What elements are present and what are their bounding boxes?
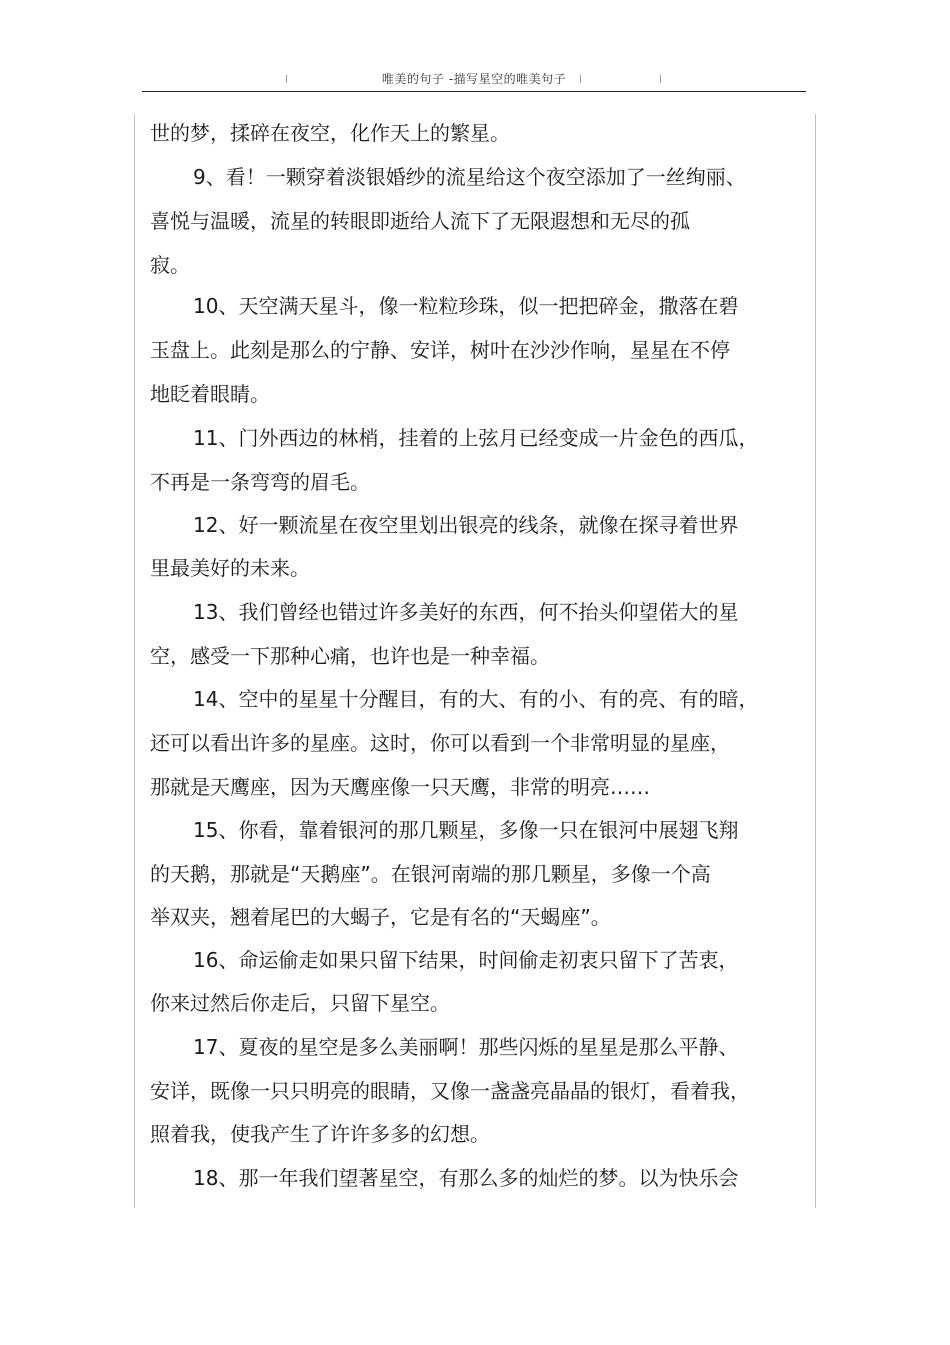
- left-margin-rule: [134, 114, 135, 1208]
- text-line: 里最美好的未来。: [150, 556, 310, 580]
- text-line: 你来过然后你走后，只留下星空。: [150, 991, 450, 1015]
- right-margin-rule: [815, 114, 816, 1208]
- text-line: 那就是天鹰座，因为天鹰座像一只天鹰，非常的明亮……: [150, 775, 650, 799]
- text-line: 世的梦，揉碎在夜空，化作天上的繁星。: [150, 121, 510, 145]
- text-line: 还可以看出许多的星座。这时，你可以看到一个非常明显的星座，: [150, 731, 730, 755]
- text-line: 17、夏夜的星空是多么美丽啊！那些闪烁的星星是那么平静、: [193, 1035, 739, 1059]
- text-line: 地眨着眼睛。: [150, 382, 270, 406]
- text-line: 安详，既像一只只明亮的眼睛，又像一盏盏亮晶晶的银灯，看着我，: [150, 1079, 750, 1103]
- text-line: 15、你看，靠着银河的那几颗星，多像一只在银河中展翅飞翔: [193, 818, 739, 842]
- text-line: 9、看！一颗穿着淡银婚纱的流星给这个夜空添加了一丝绚丽、: [193, 165, 746, 189]
- text-line: 12、好一颗流星在夜空里划出银亮的线条，就像在探寻着世界: [193, 513, 739, 537]
- text-line: 空，感受一下那种心痛，也许也是一种幸福。: [150, 644, 550, 668]
- text-line: 寂。: [150, 253, 190, 277]
- text-line: 不再是一条弯弯的眉毛。: [150, 470, 370, 494]
- text-line: 举双夹，翘着尾巴的大蝎子，它是有名的“天蝎座”。: [150, 905, 611, 929]
- header-title: 唯美的句子 -描写星空的唯美句子: [381, 72, 567, 86]
- text-line: 14、空中的星星十分醒目，有的大、有的小、有的亮、有的暗，: [193, 687, 759, 711]
- text-line: 11、门外西边的林梢，挂着的上弦月已经变成一片金色的西瓜，: [193, 426, 759, 450]
- text-line: 16、命运偷走如果只留下结果，时间偷走初衷只留下了苦衷，: [193, 948, 739, 972]
- text-line: 13、我们曾经也错过许多美好的东西，何不抬头仰望偌大的星: [193, 600, 739, 624]
- header-rule: [142, 91, 806, 92]
- page-header: [142, 66, 806, 92]
- text-line: 喜悦与温暖，流星的转眼即逝给人流下了无限遐想和无尽的孤: [150, 209, 690, 233]
- text-line: 的天鹅，那就是“天鹅座”。在银河南端的那几颗星，多像一个高: [150, 862, 711, 886]
- text-line: 10、天空满天星斗，像一粒粒珍珠，似一把把碎金，撒落在碧: [193, 294, 739, 318]
- text-line: 照着我，使我产生了许许多多的幻想。: [150, 1122, 490, 1146]
- text-line: 玉盘上。此刻是那么的宁静、安详，树叶在沙沙作响，星星在不停: [150, 338, 730, 362]
- text-line: 18、那一年我们望著星空，有那么多的灿烂的梦。以为快乐会: [193, 1166, 739, 1190]
